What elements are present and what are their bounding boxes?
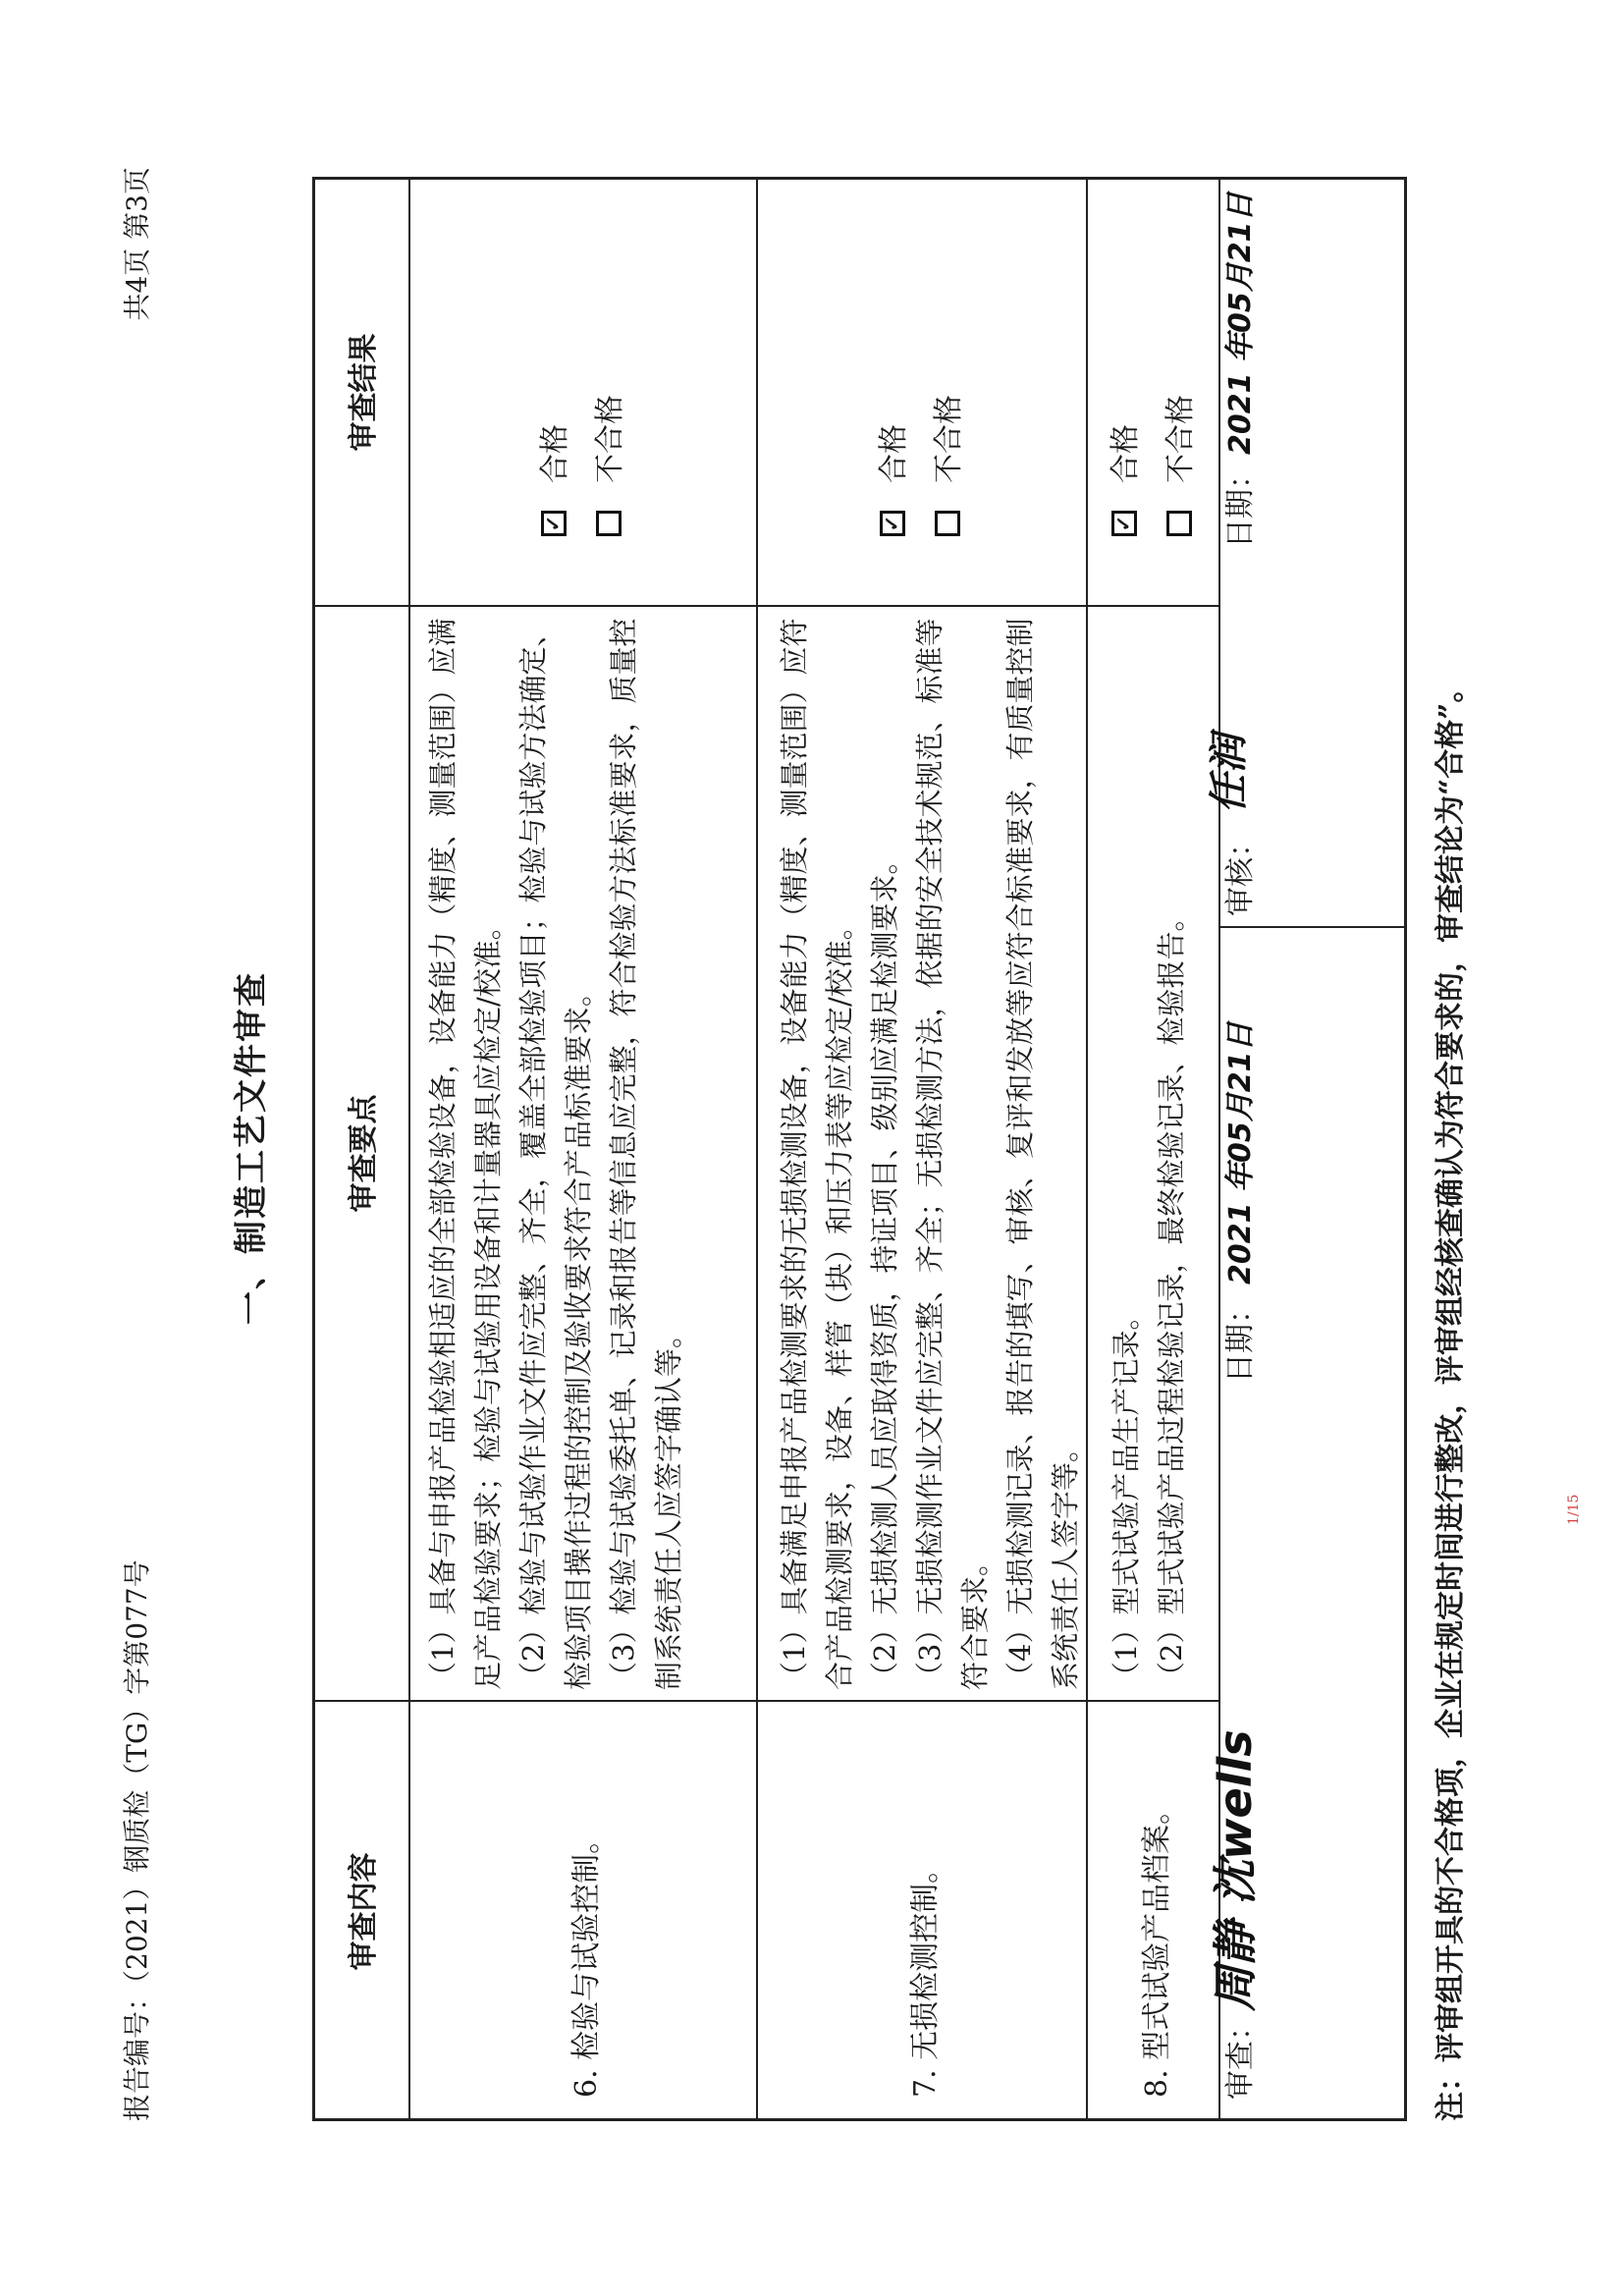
pass-label: 合格 [877,424,911,483]
row-result-6 [410,180,756,605]
date-label-2: 日期： [1223,460,1258,548]
row-result-7 [758,180,1086,605]
point-text: （3）无损检测作业文件应完整、齐全；无损检测方法，依据的安全技术规范、标准等符合要求。 [913,618,992,1690]
fail-label: 不合格 [593,395,627,483]
check-date: 2021 年05月21日 [1223,191,1258,455]
point-text: （1）具备与申报产品检验相适应的全部检验设备，设备能力（精度、测量范围）应满足产品检验要求；检验与试验用设备和计量器具应检定/校准。 [426,618,505,1690]
col-header-points: 审查要点 [347,1094,381,1213]
col-header-content: 审查内容 [347,1852,381,1971]
footnote: 注：评审组开具的不合格项，企业在规定时间进行整改，评审组经核查确认为符合要求的，审查结论为“合格”。 [1434,673,1468,2121]
col-header-result: 审查结果 [347,333,381,452]
row-points-6 [420,607,756,1700]
review-date: 2021 年05月21日 [1223,1021,1258,1285]
point-text: （1）型式试验产品生产记录。 [1109,1301,1143,1690]
stamp-fragment: 1/15 [1566,1494,1582,1525]
pass-checkbox[interactable]: ✓ [1111,511,1137,536]
row-result-8 [1088,180,1218,605]
point-text: （2）无损检测人员应取得资质，持证项目、级别应满足检测要求。 [868,846,901,1690]
fail-label: 不合格 [932,395,966,483]
point-text: （3）检验与试验委托单、记录和报告等信息应完整，符合检验方法标准要求，质量控制系统责任人应签字确认等。 [607,618,685,1690]
report-number: 报告编号：（2021）钢质检（TG）字第077号 [121,1559,153,2121]
point-text: （4）无损检测记录、报告的填写、审核、复评和发放等应符合标准要求，有质量控制系统责任人签字等。 [1003,618,1082,1690]
fail-checkbox[interactable] [596,511,622,536]
pass-label: 合格 [538,424,572,483]
checker-label: 审核： [1223,828,1258,916]
row-item-8: 8. 型式试验产品档案。 [1139,1794,1174,2098]
row-points-7 [772,607,1086,1700]
point-text: （2）型式试验产品过程检验记录，最终检验记录、检验报告。 [1155,902,1188,1690]
checker-signature: 任润 [1207,735,1252,813]
date-label-1: 日期： [1223,1294,1258,1383]
section-title: 一、制造工艺文件审查 [232,971,271,1325]
row-item-7: 7. 无损检测控制。 [908,1853,943,2098]
point-text: （1）具备满足申报产品检测要求的无损检测设备，设备能力（精度、测量范围）应符合产品检测要求，设备、样管（块）和压力表等应检定/校准。 [778,618,856,1690]
row-item-6: 6. 检验与试验控制。 [569,1824,604,2098]
pass-checkbox[interactable]: ✓ [541,511,567,536]
page-count: 共4页 第3页 [121,167,153,321]
reviewer-signature: 周静 沈wells [1209,1729,1262,2011]
fail-checkbox[interactable] [1166,511,1192,536]
reviewer-label: 审查： [1223,2011,1258,2100]
point-text: （2）检验与试验作业文件应完整、齐全，覆盖全部检验项目；检验与试验方法确定、检验项目操作过程的控制及验收要求符合产品标准要求。 [516,618,595,1690]
fail-label: 不合格 [1163,395,1198,483]
pass-checkbox[interactable]: ✓ [880,511,905,536]
pass-label: 合格 [1108,424,1143,483]
fail-checkbox[interactable] [935,511,960,536]
